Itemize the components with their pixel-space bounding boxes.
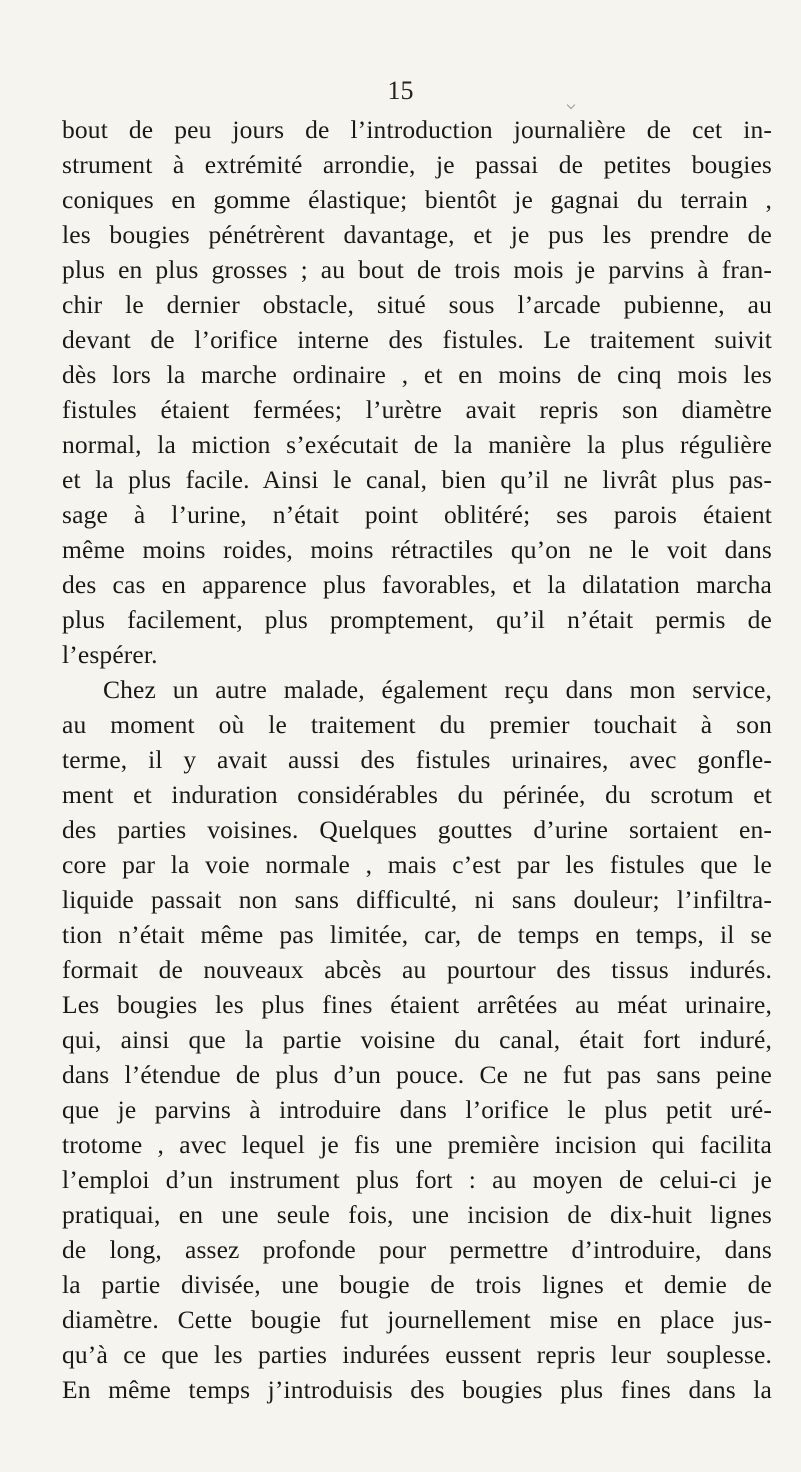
text-line: Les bougies les plus fines étaient arrêtées au méat urinaire, (62, 990, 772, 1019)
text-line: plus facilement, plus promptement, qu’il n’était permis de (62, 605, 772, 634)
text-line: au moment où le traitement du premier touchait à son (62, 710, 772, 739)
text-line: formait de nouveaux abcès au pourtour des tissus indurés. (62, 955, 772, 984)
text-line: les bougies pénétrèrent davantage, et je pus les prendre de (62, 220, 772, 249)
text-line: des cas en apparence plus favorables, et la dilatation marcha (62, 570, 772, 599)
text-line: En même temps j’introduisis des bougies plus fines dans la (62, 1375, 772, 1404)
text-line: diamètre. Cette bougie fut journellement mise en place jus- (62, 1305, 772, 1334)
text-line: strument à extrémité arrondie, je passai de petites bougies (62, 150, 772, 179)
text-line: l’espérer. (62, 640, 158, 669)
text-line: ment et induration considérables du périnée, du scrotum et (62, 780, 772, 809)
text-line: qui, ainsi que la partie voisine du canal, était fort induré, (62, 1025, 772, 1054)
text-line: des parties voisines. Quelques gouttes d’urine sortaient en- (62, 815, 772, 844)
text-line: dès lors la marche ordinaire , et en moins de cinq mois les (62, 360, 772, 389)
text-line: liquide passait non sans difficulté, ni sans douleur; l’infiltra- (62, 885, 772, 914)
text-line: et la plus facile. Ainsi le canal, bien qu’il ne livrât plus pas- (62, 465, 772, 494)
text-line: devant de l’orifice interne des fistules. Le traitement suivit (62, 325, 772, 354)
text-line: même moins roides, moins rétractiles qu’on ne le voit dans (62, 535, 772, 564)
text-line: core par la voie normale , mais c’est par les fistules que le (62, 850, 772, 879)
text-line: normal, la miction s’exécutait de la manière la plus régulière (62, 430, 772, 459)
text-line: coniques en gomme élastique; bientôt je gagnai du terrain , (62, 185, 772, 214)
page-number: 15 (387, 76, 414, 105)
text-line: qu’à ce que les parties indurées eussent repris leur souplesse. (62, 1340, 772, 1369)
text-line: tion n’était même pas limitée, car, de temps en temps, il se (62, 920, 772, 949)
text-line: Chez un autre malade, également reçu dans mon service, (103, 675, 772, 704)
text-line: l’emploi d’un instrument plus fort : au moyen de celui-ci je (62, 1165, 772, 1194)
text-line: terme, il y avait aussi des fistules urinaires, avec gonfle- (62, 745, 772, 774)
text-line: fistules étaient fermées; l’urètre avait repris son diamètre (62, 395, 772, 424)
text-line: plus en plus grosses ; au bout de trois mois je parvins à fran- (62, 255, 772, 284)
text-line: trotome , avec lequel je fis une première incision qui facilita (62, 1130, 772, 1159)
text-line: pratiquai, en une seule fois, une incision de dix-huit lignes (62, 1200, 772, 1229)
text-line: la partie divisée, une bougie de trois lignes et demie de (62, 1270, 772, 1299)
body-text (62, 112, 772, 1407)
text-line: de long, assez profonde pour permettre d’introduire, dans (62, 1235, 772, 1264)
text-line: que je parvins à introduire dans l’orifice le plus petit uré- (62, 1095, 772, 1124)
text-line: bout de peu jours de l’introduction journalière de cet in- (62, 115, 772, 144)
text-line: chir le dernier obstacle, situé sous l’arcade pubienne, au (62, 290, 772, 319)
text-line: sage à l’urine, n’était point oblitéré; ses parois étaient (62, 500, 772, 529)
text-line: dans l’étendue de plus d’un pouce. Ce ne fut pas sans peine (62, 1060, 772, 1089)
